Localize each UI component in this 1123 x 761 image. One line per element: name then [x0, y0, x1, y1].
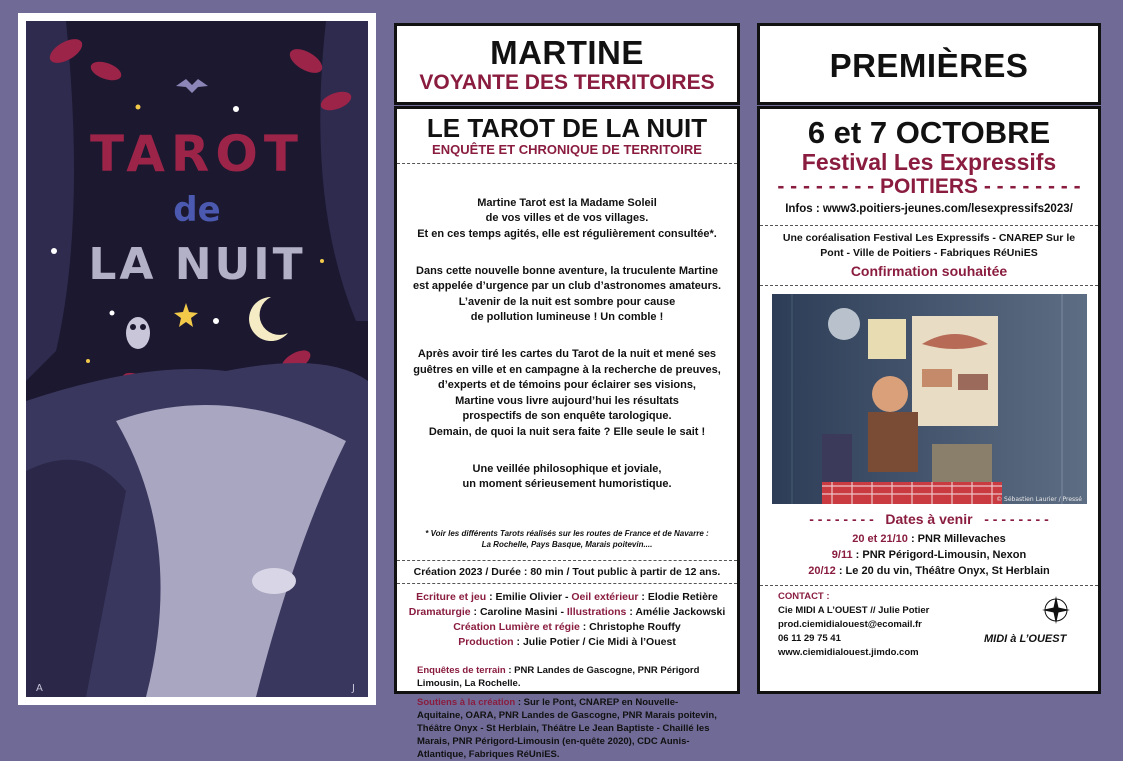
description-paragraph: Une veillée philosophique et joviale, un moment sérieusement humoristique.: [462, 462, 672, 490]
footnote: * Voir les différents Tarots réalisés sur les routes de France et de Navarre : La Rochelle, Pays Basque, Marais poitevin....: [425, 529, 709, 549]
festival-name: Festival Les Expressifs: [801, 149, 1057, 175]
premieres-heading: PREMIÈRES: [829, 47, 1029, 84]
poster-illustration: [26, 21, 368, 697]
poster-title-line3: LA NUIT: [88, 239, 306, 290]
credit-row: Dramaturgie : Caroline Masini - Illustrations : Amélie Jackowski: [408, 606, 726, 618]
right-body: [757, 106, 1101, 694]
description-paragraph: Après avoir tiré les cartes du Tarot de la nuit et mené ses guêtres en ville et en campagne à la recherche de preuves, d’experts et de témoins pour éclairer ses visions, Martine vous livre aujourd’hui les résultats prospectifs de son enquête tarologique. Demain, de quoi la nuit sera faite ? Elle seule le sait !: [413, 348, 721, 438]
contact-block: [760, 586, 1098, 660]
upcoming-dates: [760, 531, 1098, 579]
credit-row: Production : Julie Potier / Cie Midi à l’Ouest: [458, 636, 676, 648]
enquetes-terrain: Enquêtes de terrain : PNR Landes de Gascogne, PNR Périgord Limousin, La Rochelle.: [417, 665, 700, 689]
upcoming-date-row: 9/11 : PNR Périgord-Limousin, Nexon: [831, 549, 1027, 561]
contact-company: Cie MIDI A L’OUEST // Julie Potier: [778, 605, 930, 616]
poster-corner-left: A: [36, 683, 43, 694]
tarot-poster: [18, 13, 376, 705]
credit-row: Création Lumière et régie : Christophe Rouffy: [453, 621, 681, 633]
festival-city: - - - - - - - - POITIERS - - - - - - - -: [777, 175, 1081, 198]
dates-heading: - - - - - - - - Dates à venir - - - - - - - -: [809, 511, 1049, 527]
contact-website[interactable]: www.ciemidialouest.jimdo.com: [778, 647, 919, 658]
credits-list: [397, 584, 737, 650]
corealisation: Une coréalisation Festival Les Expressifs - CNAREP Sur le Pont - Ville de Poitiers - Fabriques RéUniES: [782, 232, 1076, 259]
show-description: [397, 164, 737, 514]
contact-phone[interactable]: 06 11 29 75 41: [778, 633, 841, 644]
show-title: LE TAROT DE LA NUIT: [426, 113, 708, 143]
logo-text: MIDI à L’OUEST: [984, 633, 1067, 645]
description-paragraph: Martine Tarot est la Madame Soleil de vos villes et de vos villages. Et en ces temps agités, elle est régulièrement consultée*.: [417, 196, 717, 240]
company-logo: [984, 594, 1084, 654]
premiere-dates: 6 et 7 OCTOBRE: [807, 115, 1051, 150]
poster-corner-right: J: [352, 683, 355, 694]
upcoming-date-row: 20/12 : Le 20 du vin, Théâtre Onyx, St Herblain: [808, 565, 1050, 577]
upcoming-date-row: 20 et 21/10 : PNR Millevaches: [852, 533, 1006, 545]
performance-photo: [772, 294, 1087, 504]
poster-title-line2: de: [173, 190, 221, 230]
creation-line: Création 2023 / Durée : 80 min / Tout public à partir de 12 ans.: [413, 566, 721, 578]
soutiens-creation: Soutiens à la création : Sur le Pont, CNAREP en Nouvelle- Aquitaine, OARA, PNR Landes de Gascogne, PNR Marais poitevin, Théâtre Onyx - St Herblain, Théâtre Le Jean Baptiste - Chaillé les Marais, PNR Périgord-Limousin (en-quête 2020), CDC Aunis-Atlantique, Fabriques RéUniES.: [417, 697, 717, 760]
credit-row: Ecriture et jeu : Emilie Olivier - Oeil extérieur : Elodie Retière: [416, 591, 718, 603]
contact-email[interactable]: prod.ciemidialouest@ecomail.fr: [778, 619, 922, 630]
photo-credit: © Sébastien Laurier / Pressé: [996, 496, 1082, 503]
contact-label: CONTACT :: [778, 591, 830, 602]
right-header: [757, 23, 1101, 105]
poster-title-line1: TAROT: [89, 125, 305, 183]
middle-body: [394, 106, 740, 760]
festival-infos-link[interactable]: Infos : www3.poitiers-jeunes.com/lesexpressifs2023/: [785, 203, 1073, 215]
confirmation-note: Confirmation souhaitée: [850, 263, 1008, 279]
performer-name: MARTINE: [490, 34, 644, 71]
performer-subtitle: VOYANTE DES TERRITOIRES: [419, 71, 715, 94]
description-paragraph: Dans cette nouvelle bonne aventure, la truculente Martine est appelée d’urgence par un club d’astronomes amateurs. L’avenir de la nuit est sombre pour cause de pollution lumineuse ! Un comble !: [412, 264, 722, 323]
middle-header: [394, 23, 740, 105]
show-subtitle: ENQUÊTE ET CHRONIQUE DE TERRITOIRE: [432, 142, 702, 157]
